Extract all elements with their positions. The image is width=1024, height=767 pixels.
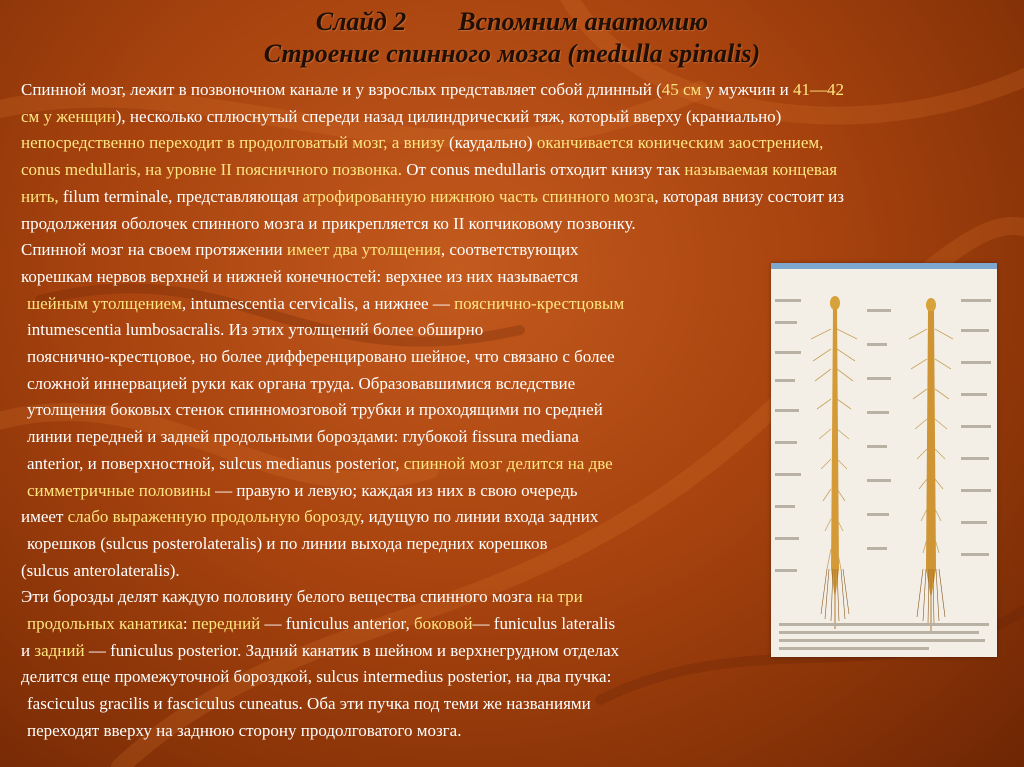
highlighted-text: conus medullaris, на уровне II поясничного позвонка. — [21, 160, 402, 180]
text-run: , которая внизу состоит из — [654, 186, 844, 206]
text-run: продолжения оболочек спинного мозга и прикрепляется ко II копчиковому позвонку. — [21, 213, 636, 233]
text-run: anterior, и поверхностной, sulcus medianus posterior, — [27, 453, 404, 473]
highlighted-text: см у женщин — [21, 106, 116, 126]
text-run: у мужчин и — [701, 80, 794, 99]
text-run: fasciculus gracilis и fasciculus cuneatus. Оба эти пучка под теми же названиями — [27, 694, 591, 714]
text-run: filum terminale, представляющая — [58, 186, 303, 206]
text-run: (sulcus anterolateralis). — [21, 560, 180, 580]
highlighted-text: передний — [191, 614, 261, 634]
slide-subtitle: Строение спинного мозга (medulla spinalis) — [263, 39, 761, 68]
text-run: корешкам нервов верхней и нижней конечностей: верхнее из них называется — [21, 266, 579, 286]
highlighted-text: пояснично-крестцовым — [454, 293, 625, 313]
text-run: ), несколько сплюснутый спереди назад цилиндрический тяж, который вверху (краниально) — [115, 106, 782, 126]
text-run: — funiculus lateralis — [472, 614, 616, 634]
text-line — [21, 718, 1006, 745]
text-run: пояснично-крестцовое, но более дифференцировано шейное, что связано с более — [27, 347, 615, 367]
text-line — [21, 664, 1006, 691]
highlighted-text: оканчивается коническим заострением, — [536, 133, 824, 153]
text-run: — правую и левую; каждая из них в свою очередь — [210, 480, 578, 500]
text-line — [21, 237, 1006, 264]
text-run: : — [182, 614, 192, 634]
text-run: корешков (sulcus posterolateralis) и по линии выхода передних корешков — [27, 533, 548, 553]
highlighted-text: шейным утолщением — [27, 293, 182, 313]
highlighted-text: продольных канатика — [27, 614, 183, 634]
text-run: Эти борозды делят каждую половину белого вещества спинного мозга — [21, 587, 537, 607]
text-run: , intumescentia cervicalis, а нижнее — — [181, 293, 455, 313]
text-run: утолщения боковых стенок спинномозговой трубки и проходящими по средней — [27, 400, 603, 420]
text-run: Спинной мозг, лежит в позвоночном канале и у взрослых представляет собой длинный ( — [21, 80, 662, 99]
text-run: intumescentia lumbosacralis. Из этих утолщений более обширно — [27, 320, 484, 340]
highlighted-text: симметричные половины — [27, 480, 211, 500]
text-run: и — [21, 640, 35, 660]
highlighted-text: атрофированную нижнюю часть спинного мозга — [302, 186, 655, 206]
highlighted-text: на три — [536, 587, 583, 607]
text-line — [21, 184, 1006, 211]
highlighted-text: слабо выраженную продольную борозду — [67, 507, 361, 527]
text-line — [21, 77, 1006, 104]
text-run: От conus medullaris отходит книзу так — [401, 160, 685, 180]
highlighted-text: задний — [34, 640, 85, 660]
text-line — [21, 130, 1006, 157]
highlighted-text: непосредственно переходит в продолговатый мозг, а внизу — [21, 133, 445, 153]
title-line-1 — [0, 6, 1024, 38]
text-run: , соответствующих — [440, 240, 579, 260]
text-run: — funiculus anterior, — [260, 614, 414, 634]
text-line — [21, 211, 1006, 238]
text-line — [21, 104, 1006, 131]
paragraph-spinal-cord-location — [21, 77, 1006, 237]
spinal-cord-drawing — [771, 269, 997, 657]
highlighted-text: боковой — [413, 614, 473, 634]
highlighted-text: называемая концевая — [684, 160, 838, 180]
highlighted-text: имеет два утолщения — [286, 240, 441, 260]
highlighted-text: нить, — [21, 186, 59, 206]
text-line — [21, 157, 1006, 184]
text-line — [21, 691, 1006, 718]
text-run: линии передней и задней продольными бороздами: глубокой fissura mediana — [27, 427, 579, 447]
text-run: Спинной мозг на своем протяжении — [21, 240, 287, 260]
text-run: — funiculus posterior. Задний канатик в шейном и верхнегрудном отделах — [84, 640, 620, 660]
highlighted-text: 45 см — [661, 80, 702, 99]
spinal-cord-illustration — [771, 263, 997, 657]
highlighted-text: 41—42 — [793, 80, 845, 99]
text-run: делится еще промежуточной бороздкой, sulcus intermedius posterior, на два пучка: — [21, 667, 612, 687]
slide-title — [0, 6, 1024, 70]
text-run: переходят вверху на заднюю сторону продолговатого мозга. — [27, 720, 462, 740]
text-run: сложной иннервацией руки как органа труда. Образовавшимися вследствие — [27, 373, 576, 393]
slide-number: Слайд 2 — [315, 7, 407, 36]
slide-topic: Вспомним анатомию — [458, 7, 709, 36]
text-run: (каудально) — [444, 133, 537, 153]
text-run: имеет — [21, 507, 68, 527]
highlighted-text: спинной мозг делится на две — [403, 453, 613, 473]
text-run: , идущую по линии входа задних — [360, 507, 599, 527]
